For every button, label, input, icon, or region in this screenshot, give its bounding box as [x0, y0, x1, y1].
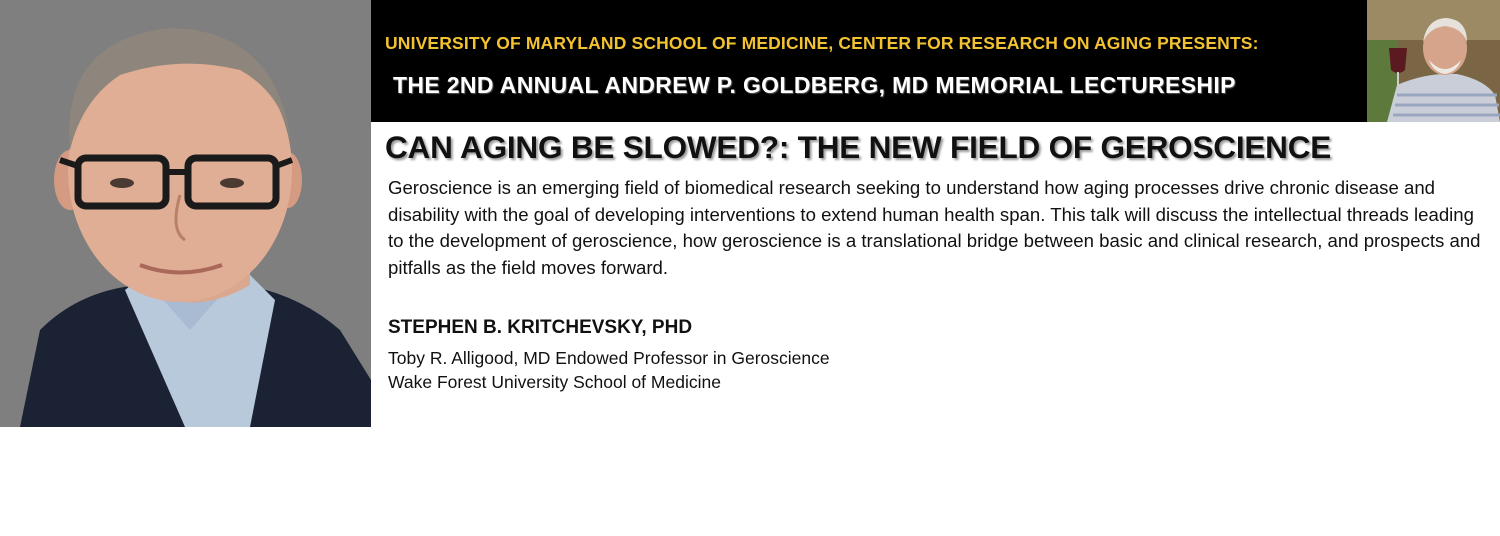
speaker-name: STEPHEN B. KRITCHEVSKY, PHD	[388, 317, 693, 338]
presenter-line: UNIVERSITY OF MARYLAND SCHOOL OF MEDICINE, CENTER FOR RESEARCH ON AGING PRESENTS:	[385, 33, 1259, 53]
lectureship-title: THE 2ND ANNUAL ANDREW P. GOLDBERG, MD MEMORIAL LECTURESHIP	[393, 72, 1236, 98]
talk-title: CAN AGING BE SLOWED?: THE NEW FIELD OF GEROSCIENCE	[385, 129, 1332, 165]
speaker-title: Toby R. Alligood, MD Endowed Professor in Geroscience	[388, 348, 830, 368]
header-banner	[371, 0, 1367, 122]
speaker-photo	[0, 0, 371, 427]
talk-abstract: Geroscience is an emerging field of biomedical research seeking to understand how aging processes drive chronic disease and disability with the goal of developing interventions to extend human health span. This talk will discuss the intellectual threads leading to the development of geroscience, how geroscience is a translational bridge between basic and clinical research, and prospects and pitfalls as the field moves forward.	[388, 177, 1481, 278]
speaker-affiliation: Wake Forest University School of Medicine	[388, 372, 721, 392]
memorial-photo	[1367, 0, 1500, 122]
